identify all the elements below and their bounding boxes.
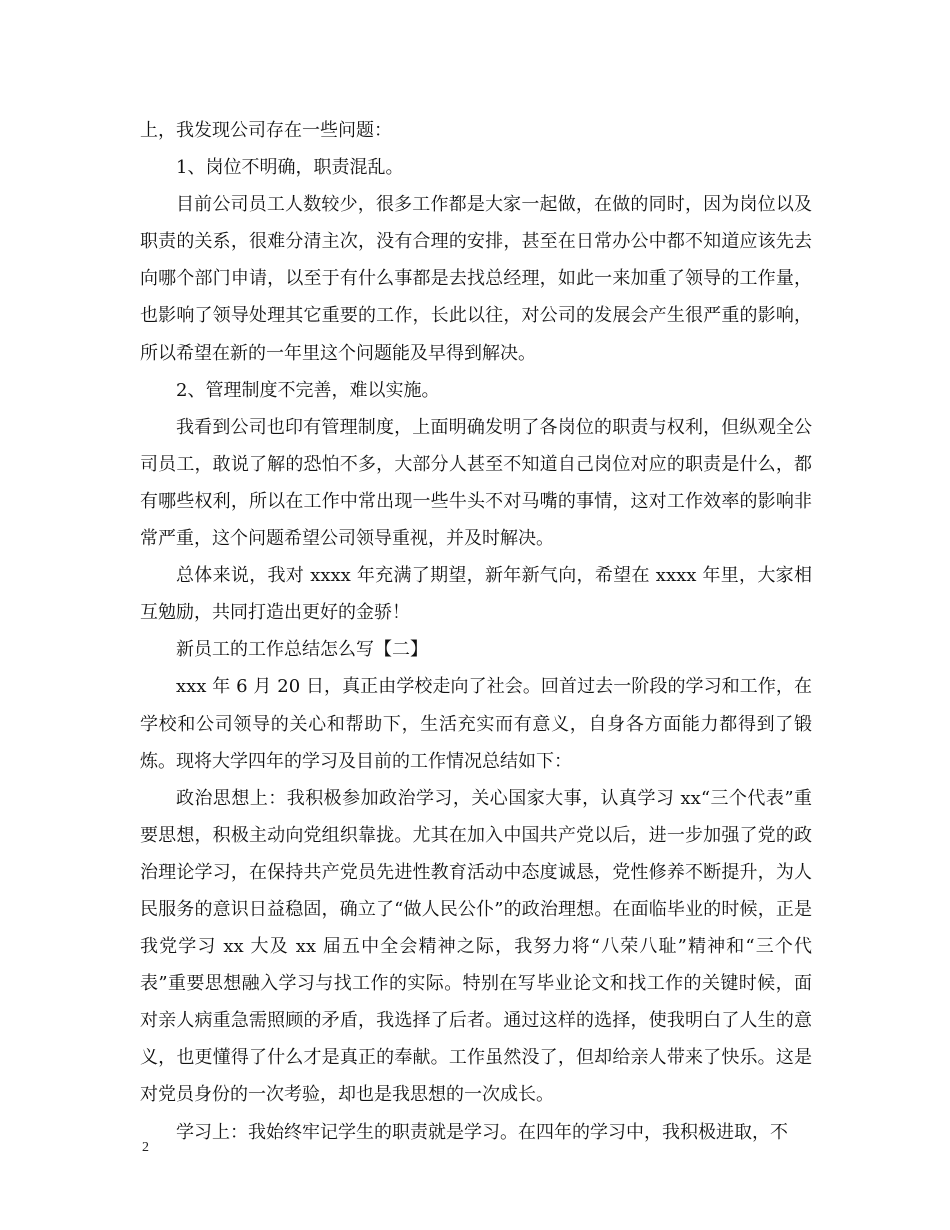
paragraph: 目前公司员工人数较少，很多工作都是大家一起做，在做的同时，因为岗位以及职责的关系，很难分清主次，没有合理的安排，甚至在日常办公中都不知道应该先去向哪个部门申请，以至于有什么事都是去找总经理，如此一来加重了领导的工作量，也影响了领导处理其它重要的工作，长此以往，对公司的发展会产生很严重的影响，所以希望在新的一年里这个问题能及早得到解决。 — [140, 194, 812, 364]
section-heading: 新员工的工作总结怎么写【二】 — [176, 639, 428, 661]
paragraph: xxx 年 6 月 20 日，真正由学校走向了社会。回首过去一阶段的学习和工作，在学校和公司领导的关心和帮助下，生活充实而有意义，自身各方面能力都得到了锻炼。现将大学四年的学习及目前的工作情况总结如下： — [140, 676, 812, 772]
paragraph: 上，我发现公司存在一些问题： — [140, 120, 392, 141]
paragraph: 学习上：我始终牢记学生的职责就是学习。在四年的学习中，我积极进取，不 — [176, 1121, 788, 1143]
page-number: 2 — [142, 1140, 149, 1155]
document-body — [140, 112, 812, 1151]
paragraph: 政治思想上：我积极参加政治学习，关心国家大事，认真学习 xx“三个代表”重要思想，积极主动向党组织靠拢。尤其在加入中国共产党以后，进一步加强了党的政治理论学习，在保持共产党员先进性教育活动中态度诚恳，党性修养不断提升，为人民服务的意识日益稳固，确立了“做人民公仆”的政治理想。在面临毕业的时候，正是我党学习 xx 大及 xx 届五中全会精神之际，我努力将“八荣八耻”精神和“三个代表”重要思想融入学习与找工作的实际。特别在写毕业论文和找工作的关键时候，面对亲人病重急需照顾的矛盾，我选择了后者。通过这样的选择，使我明白了人生的意义，也更懂得了什么才是真正的奉献。工作虽然没了，但却给亲人带来了快乐。这是对党员身份的一次考验，却也是我思想的一次成长。 — [140, 787, 812, 1106]
paragraph: 1、岗位不明确，职责混乱。 — [176, 157, 404, 179]
paragraph: 总体来说，我对 xxxx 年充满了期望，新年新气向，希望在 xxxx 年里，大家相互勉励，共同打造出更好的金骄！ — [140, 565, 812, 624]
paragraph: 2、管理制度不完善，难以实施。 — [176, 379, 440, 401]
paragraph: 我看到公司也印有管理制度，上面明确发明了各岗位的职责与权利，但纵观全公司员工，敢说了解的恐怕不多，大部分人甚至不知道自己岗位对应的职责是什么，都有哪些权利，所以在工作中常出现一些牛头不对马嘴的事情，这对工作效率的影响非常严重，这个问题希望公司领导重视，并及时解决。 — [140, 416, 812, 550]
